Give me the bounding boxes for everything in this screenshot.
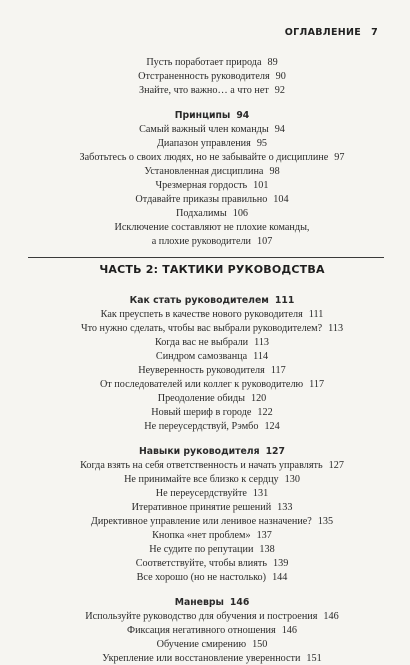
- toc-entry-title: Чрезмерная гордость: [155, 180, 248, 191]
- toc-entry-title: Подхалимы: [175, 208, 227, 219]
- toc-entry: [56, 351, 368, 363]
- toc-entry-page: 90: [275, 71, 286, 82]
- toc-entry-page: 95: [256, 138, 268, 149]
- toc-entry: [56, 407, 368, 419]
- toc-entry-title: Когда вас не выбрали: [154, 337, 249, 348]
- toc-entry-page: 131: [252, 488, 269, 499]
- toc-entry: [56, 180, 368, 192]
- toc-entry-page: 122: [257, 407, 273, 418]
- toc-entry: [56, 474, 368, 486]
- toc-entry-page: 146: [229, 597, 250, 608]
- toc-entry: [56, 124, 368, 136]
- toc-entry: [56, 166, 368, 178]
- toc-entry: [56, 379, 368, 391]
- toc-entry-page: 114: [253, 351, 269, 362]
- toc-entry: [56, 208, 368, 220]
- toc-entry-page: 130: [284, 474, 300, 485]
- toc-entry-page: 133: [277, 502, 293, 513]
- toc-entry-title: Навыки руководителя: [138, 446, 260, 457]
- toc-entry-title: Когда взять на себя ответственность и начать управлять: [80, 460, 323, 471]
- toc-entry-title: Отстраненность руководителя: [138, 71, 270, 82]
- toc-entry-title: Не переусердствуйте: [155, 488, 247, 499]
- toc-entry-title: Укрепление или восстановление уверенности: [102, 653, 301, 664]
- toc-entry-page: 106: [232, 208, 249, 219]
- toc-entry-title: Неуверенность руководителя: [138, 365, 265, 376]
- toc-entry-page: 146: [281, 625, 297, 636]
- toc-entry-title: Диапазон управления: [156, 138, 251, 149]
- page-number: 7: [371, 27, 378, 38]
- toc-entry-title: Установленная дисциплина: [144, 166, 264, 177]
- running-head-title: ОГЛАВЛЕНИЕ: [284, 27, 362, 38]
- toc-entry: [56, 530, 368, 542]
- toc-entry-page: 94: [274, 124, 285, 135]
- toc-entry-page: 135: [317, 516, 334, 527]
- toc-entry-title: Используйте руководство для обучения и построения: [85, 611, 318, 622]
- toc-entry-title: От последователей или коллег к руководителю: [99, 379, 304, 390]
- toc-entry-title: Директивное управление или ленивое назначение?: [90, 516, 312, 527]
- toc-entry-title: Кнопка «нет проблем»: [152, 530, 251, 541]
- toc-entry-page: 97: [334, 152, 345, 163]
- toc-entry: [56, 152, 368, 164]
- toc-entry-title: Новый шериф в городе: [151, 407, 252, 418]
- toc-entry-title: Исключение составляют не плохие команды,: [114, 222, 310, 233]
- toc-entry-title: Обучение смирению: [156, 639, 247, 650]
- toc-entry-page: 101: [253, 180, 269, 191]
- toc-entry-page: 111: [274, 295, 295, 306]
- section-heading: [56, 446, 368, 458]
- toc-entry-page: 92: [274, 85, 285, 96]
- toc-entry-page: 137: [256, 530, 272, 541]
- toc-entry-title: Самый важный член команды: [139, 124, 269, 135]
- toc-entry-title: Что нужно сделать, чтобы вас выбрали руководителем?: [80, 323, 323, 334]
- toc-entry: [56, 502, 368, 514]
- toc-entry: [56, 57, 368, 69]
- toc-entry: [56, 611, 368, 623]
- toc-entry-page: 111: [308, 309, 324, 320]
- toc-entry-title: Как преуспеть в качестве нового руководителя: [100, 309, 303, 320]
- toc-entry: [56, 488, 368, 500]
- toc-entry: [56, 138, 368, 150]
- toc-entry-page: 104: [273, 194, 289, 205]
- toc-entry: [56, 323, 368, 335]
- toc-entry-title: Как стать руководителем: [129, 295, 269, 306]
- toc-entry: [56, 558, 368, 570]
- toc-entry-title: Синдром самозванца: [155, 351, 248, 362]
- toc-entry-page: 98: [269, 166, 280, 177]
- toc-entry-title: Маневры: [174, 597, 224, 608]
- toc-entry-page: 94: [236, 110, 250, 121]
- toc-entry-title: Отдавайте приказы правильно: [135, 194, 268, 205]
- toc-entry-title: а плохие руководители: [151, 236, 252, 247]
- toc-entry-title: Итеративное принятие решений: [131, 502, 272, 513]
- toc-entry: [56, 516, 368, 528]
- part-title: ЧАСТЬ 2: ТАКТИКИ РУКОВОДСТВА: [99, 263, 325, 276]
- toc-entry: [56, 625, 368, 637]
- toc-entry: [56, 365, 368, 377]
- toc-entry-page: 127: [265, 446, 285, 457]
- toc-entry-page: 138: [259, 544, 275, 555]
- toc-entry-page: 120: [250, 393, 267, 404]
- toc-entry: [56, 460, 368, 472]
- toc-entry-page: 107: [257, 236, 273, 247]
- toc-entry: [56, 236, 368, 248]
- toc-entry-title: Фиксация негативного отношения: [127, 625, 276, 636]
- section-heading: [56, 295, 368, 307]
- running-head: [285, 27, 378, 38]
- toc-entry: [56, 393, 368, 405]
- toc-entry-page: 127: [328, 460, 344, 471]
- toc-entry-title: Не принимайте все близко к сердцу: [124, 474, 279, 485]
- toc-entry-title: Не переусердствуй, Рэмбо: [144, 421, 259, 432]
- toc-entry-title: Знайте, что важно… а что нет: [139, 85, 269, 96]
- toc-entry: [56, 337, 368, 349]
- toc-entry-title: Все хорошо (но не настолько): [136, 572, 267, 583]
- toc-entry-page: 146: [323, 611, 339, 622]
- toc-entry-page: 113: [328, 323, 344, 334]
- toc-entry-page: 124: [264, 421, 280, 432]
- toc-entry: [56, 639, 368, 651]
- toc-entry-page: 150: [252, 639, 268, 650]
- toc-entry: [56, 421, 368, 433]
- toc-entry: [56, 222, 368, 234]
- toc-entry: [56, 572, 368, 584]
- toc-entry: [56, 194, 368, 206]
- section-heading: [56, 597, 368, 609]
- toc-entry-page: 151: [306, 653, 322, 664]
- toc-entry: [56, 71, 368, 83]
- toc-entry: [56, 85, 368, 97]
- toc-entry-page: 117: [270, 365, 286, 376]
- toc-entry-title: Не судите по репутации: [149, 544, 254, 555]
- toc-entry: [56, 544, 368, 556]
- toc-entry: [56, 309, 368, 321]
- toc-entry-title: Заботьтесь о своих людях, но не забывайте о дисциплине: [79, 152, 329, 163]
- toc-entry-title: Соответствуйте, чтобы влиять: [135, 558, 268, 569]
- toc-entry-page: 113: [254, 337, 270, 348]
- toc-entry-page: 139: [273, 558, 289, 569]
- toc-entry-page: 144: [272, 572, 288, 583]
- toc-entry: [56, 653, 368, 665]
- section-heading: [56, 110, 368, 122]
- toc-entry-title: Преодоление обиды: [157, 393, 245, 404]
- toc-entry-title: Пусть поработает природа: [146, 57, 262, 68]
- toc-entry-title: Принципы: [174, 110, 231, 121]
- toc-entry-page: 117: [309, 379, 325, 390]
- toc-entry-page: 89: [267, 57, 278, 68]
- part-rule-top: [28, 257, 384, 258]
